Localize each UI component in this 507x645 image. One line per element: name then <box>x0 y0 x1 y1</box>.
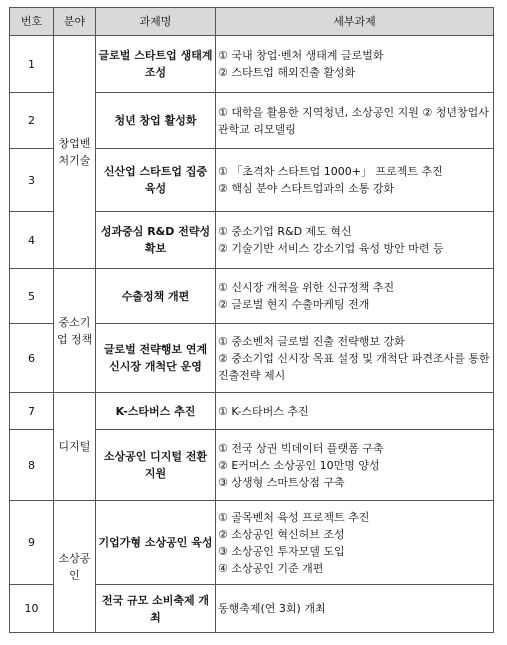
detail-cell <box>216 269 494 324</box>
detail-cell <box>216 324 494 393</box>
row-number: 9 <box>10 501 54 585</box>
detail-item: ② 중소기업 신시장 목표 설정 및 개척단 파견조사를 통한 진출전략 제시 <box>218 351 490 382</box>
row-number: 7 <box>10 393 54 430</box>
detail-item: ③ 소상공인 투자모델 도입 <box>218 544 345 558</box>
field-cell: 디지털 <box>54 393 96 501</box>
detail-item: ① 국내 창업·벤처 생태계 글로벌화 <box>218 49 384 62</box>
field-cell: 소상공인 <box>54 501 96 633</box>
task-name: 청년 창업 활성화 <box>96 93 216 149</box>
task-name: 글로벌 전략행보 연계 신시장 개척단 운영 <box>96 324 216 393</box>
header-task: 과제명 <box>96 8 216 36</box>
detail-item: ① 대학을 활용한 지역청년, 소상공인 지원 ② 청년창업사관학교 리모델링 <box>218 105 489 136</box>
task-name: K-스타버스 추진 <box>96 393 216 430</box>
detail-item: ① 중소기업 R&D 제도 혁신 <box>218 225 352 238</box>
row-number: 3 <box>10 149 54 212</box>
detail-item: ① 중소벤처 글로벌 진출 전략행보 강화 <box>218 334 405 348</box>
detail-item: ① K-스타버스 추진 <box>218 404 309 418</box>
task-name: 신산업 스타트업 집중 육성 <box>96 149 216 212</box>
detail-cell <box>216 501 494 585</box>
row-number: 4 <box>10 212 54 269</box>
detail-cell <box>216 212 494 269</box>
row-number: 2 <box>10 93 54 149</box>
header-num: 번호 <box>10 8 54 36</box>
detail-item: ③ 상생형 스마트상점 구축 <box>218 475 345 489</box>
detail-item: ① 골목벤처 육성 프로젝트 추진 <box>218 510 370 524</box>
task-name: 소상공인 디지털 전환 지원 <box>96 430 216 501</box>
detail-item: ④ 소상공인 기준 개편 <box>218 561 324 575</box>
policy-task-table <box>9 7 494 633</box>
row-number: 5 <box>10 269 54 324</box>
task-name: 성과중심 R&D 전략성 확보 <box>96 212 216 269</box>
detail-item: ① 전국 상권 빅데이터 플랫폼 구축 <box>218 441 384 455</box>
detail-item: ② 핵심 분야 스타트업과의 소통 강화 <box>218 182 395 195</box>
detail-item: ② E커머스 소상공인 10만명 양성 <box>218 458 380 472</box>
row-number: 6 <box>10 324 54 393</box>
table-row <box>10 269 494 324</box>
table-row <box>10 393 494 430</box>
detail-cell <box>216 93 494 149</box>
table-row <box>10 36 494 93</box>
detail-cell <box>216 36 494 93</box>
detail-cell <box>216 430 494 501</box>
detail-item: ② 기술기반 서비스 강소기업 육성 방안 마련 등 <box>218 242 444 255</box>
detail-item: ② 소상공인 혁신허브 조성 <box>218 527 345 541</box>
detail-item: ① 신시장 개척을 위한 신규정책 추진 <box>218 281 395 294</box>
detail-item: ② 스타트업 해외진출 활성화 <box>218 66 356 79</box>
row-number: 10 <box>10 585 54 633</box>
task-name: 수출정책 개편 <box>96 269 216 324</box>
row-number: 8 <box>10 430 54 501</box>
detail-cell <box>216 149 494 212</box>
detail-item: 동행축제(연 3회) 개최 <box>218 602 326 615</box>
field-cell: 중소기업 정책 <box>54 269 96 393</box>
detail-item: ② 글로벌 현지 수출마케팅 전개 <box>218 298 370 311</box>
table-row <box>10 501 494 585</box>
detail-cell <box>216 585 494 633</box>
task-name: 글로벌 스타트업 생태계 조성 <box>96 36 216 93</box>
header-field: 분야 <box>54 8 96 36</box>
header-detail: 세부과제 <box>216 8 494 36</box>
row-number: 1 <box>10 36 54 93</box>
task-name: 기업가형 소상공인 육성 <box>96 501 216 585</box>
field-cell: 창업벤처기술 <box>54 36 96 269</box>
header-row <box>10 8 494 36</box>
detail-item: ① 「초격차 스타트업 1000+」 프로젝트 추진 <box>218 165 443 178</box>
detail-cell <box>216 393 494 430</box>
task-name: 전국 규모 소비축제 개최 <box>96 585 216 633</box>
